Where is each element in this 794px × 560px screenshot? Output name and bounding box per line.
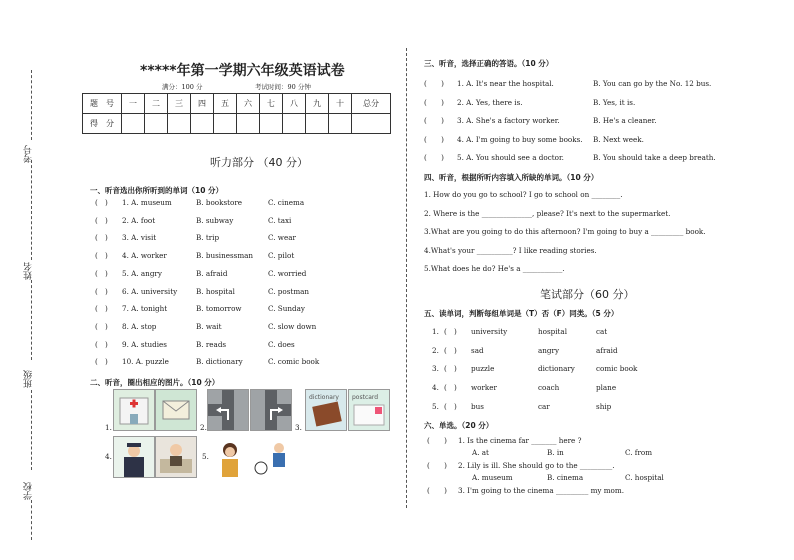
cheering-woman-picture[interactable] [210,438,250,478]
word-b: angry [538,345,560,355]
score-cell[interactable] [352,114,391,134]
score-cell[interactable] [214,114,237,134]
option-c: C. cinema [268,198,305,207]
score-cell[interactable] [122,114,145,134]
option-c: C. taxi [268,215,292,225]
score-header-cell: 二 [145,94,168,114]
answer-bracket[interactable]: ( ) [444,327,457,336]
picture-label-5: 5. [202,452,209,461]
word-a: bus [471,401,484,411]
listening-section-header: 听力部分 （40 分） [210,156,308,169]
option-a: 5. A. angry [122,268,162,278]
answer-bracket[interactable]: ( ) [95,215,108,225]
school-label: 学校 [24,482,34,500]
choice-option: A. museum [472,473,513,482]
word-b: coach [538,383,560,393]
response-b: B. You should take a deep breath. [593,153,716,162]
option-a: 7. A. tonight [122,304,168,314]
section-1-title: 一、听音选出你所听到的单词（10 分） [90,186,224,195]
postcard-word: postcard [352,394,379,401]
binding-line [31,390,32,470]
option-b: B. businessman [196,251,254,261]
section-3-title: 三、听音，选择正确的答语。（10 分） [424,59,554,68]
answer-bracket[interactable]: ( ) [95,268,108,278]
post-office-picture[interactable] [155,389,197,431]
answer-bracket[interactable]: ( ) [95,233,108,243]
response-a: 3. A. She's a factory worker. [457,116,560,125]
word-a: worker [471,383,497,393]
fill-blank-sentence[interactable]: 3.What are you going to do this afternoon? I'm going to buy a _________ book. [424,227,706,236]
choice-option: A. at [472,448,489,457]
word-c: cat [596,327,608,336]
option-a: 9. A. studies [122,339,167,349]
fill-blank-sentence[interactable]: 1. How do you go to school? I go to school on ________. [424,190,623,199]
response-b: B. You can go by the No. 12 bus. [593,79,712,88]
section-2-title: 二、听音，圈出相应的图片。（10 分） [90,378,220,387]
answer-bracket[interactable]: ( ) [427,486,447,495]
score-header-cell: 总分 [352,94,391,114]
score-header-cell: 九 [306,94,329,114]
turn-right-sign-picture[interactable] [250,389,292,431]
binding-line [31,500,32,540]
binding-line [31,160,32,260]
option-c: C. comic book [268,357,320,367]
answer-bracket[interactable]: ( ) [424,134,444,144]
option-c: C. Sunday [268,304,305,314]
word-c: ship [596,401,612,411]
answer-bracket[interactable]: ( ) [427,461,447,470]
answer-bracket[interactable]: ( ) [95,286,108,296]
answer-bracket[interactable]: ( ) [95,304,108,314]
section-6-title: 六、单选。（20 分） [424,421,494,430]
item-number: 3. [432,364,439,374]
picture-label-4: 4. [105,452,112,461]
written-section-header: 笔试部分（60 分） [540,288,635,301]
question-text: 3. I'm going to the cinema _________ my mom. [458,486,624,495]
score-header-cell: 四 [191,94,214,114]
item-number: 5. [432,401,439,411]
score-header-cell: 一 [122,94,145,114]
option-c: C. postman [268,286,310,296]
answer-bracket[interactable]: ( ) [444,364,457,374]
option-c: C. slow down [268,321,317,331]
word-b: hospital [538,327,568,336]
option-b: B. bookstore [196,198,243,207]
answer-bracket[interactable]: ( ) [424,97,444,107]
response-a: 1. A. It's near the hospital. [457,79,554,88]
response-a: 5. A. You should see a doctor. [457,153,564,162]
response-b: B. He's a cleaner. [593,116,657,125]
response-b: B. Yes, it is. [593,97,636,107]
word-a: puzzle [471,364,495,374]
choice-option: C. from [625,448,653,457]
answer-bracket[interactable]: ( ) [95,251,108,261]
score-table [82,93,391,134]
score-header-cell: 三 [168,94,191,114]
score-cell[interactable] [329,114,352,134]
section-4-title: 四、听音，根据所听内容填入所缺的单词。（10 分） [424,173,599,182]
answer-bracket[interactable]: ( ) [95,321,108,331]
score-header-cell: 八 [283,94,306,114]
answer-bracket[interactable]: ( ) [424,116,444,125]
answer-bracket[interactable]: ( ) [424,79,444,88]
answer-bracket[interactable]: ( ) [444,345,457,355]
option-b: B. afraid [196,268,228,278]
word-b: dictionary [538,364,575,374]
option-a: 1. A. museum [122,198,172,207]
score-header-cell: 六 [237,94,260,114]
section-5-title: 五、读单词，判断每组单词是（T）否（F）同类。（5 分） [424,309,619,318]
soccer-player-picture[interactable] [253,438,293,478]
option-c: C. worried [268,268,307,278]
score-cell[interactable] [145,114,168,134]
option-a: 2. A. foot [122,215,156,225]
option-b: B. hospital [196,286,235,296]
choice-option: B. in [547,448,564,457]
score-cell[interactable] [191,114,214,134]
factory-worker-picture[interactable] [155,436,197,478]
exam-title: *****年第一学期六年级英语试卷 [140,63,345,79]
answer-bracket[interactable]: ( ) [427,436,447,445]
score-cell[interactable] [260,114,283,134]
option-a: 4. A. worker [122,251,167,261]
score-cell[interactable] [237,114,260,134]
option-a: 10. A. puzzle [122,357,169,367]
item-number: 2. [432,345,439,355]
exam-time: 考试时间：90 分钟 [255,83,311,91]
score-cell[interactable] [306,114,329,134]
option-b: B. dictionary [196,357,243,367]
fill-blank-sentence[interactable]: 4.What's your __________? I like reading stories. [424,245,597,255]
response-b: B. Next week. [593,134,644,144]
word-c: plane [596,383,617,393]
option-a: 3. A. visit [122,233,157,243]
column-divider [406,48,407,508]
word-c: afraid [596,345,618,355]
option-c: C. does [268,339,295,349]
answer-bracket[interactable]: ( ) [95,198,108,207]
answer-bracket[interactable]: ( ) [444,401,457,411]
option-c: C. pilot [268,251,295,261]
score-header-cell: 十 [329,94,352,114]
binding-line [31,280,32,360]
dictionary-picture[interactable] [305,389,347,431]
question-text: 1. Is the cinema far _______ here ? [458,436,582,445]
word-a: sad [471,345,484,355]
fill-blank-sentence[interactable]: 2. Where is the ______________, please? It's next to the supermarket. [424,208,671,218]
binding-line [31,70,32,140]
score-cell[interactable] [283,114,306,134]
turn-left-sign-picture[interactable] [207,389,249,431]
option-b: B. wait [196,321,222,331]
option-a: 8. A. stop [122,321,157,331]
answer-bracket[interactable]: ( ) [444,383,457,393]
picture-label-1: 1. [105,423,112,432]
option-a: 6. A. university [122,286,178,296]
class-label: 班级 [24,370,34,388]
dictionary-word: dictionary [309,394,339,401]
answer-bracket[interactable]: ( ) [424,153,444,162]
score-header-cell: 七 [260,94,283,114]
score-cell[interactable] [168,114,191,134]
word-c: comic book [596,364,638,374]
option-b: B. reads [196,339,227,349]
choice-option: C. hospital [625,473,664,482]
score-header-cell: 题 号 [83,94,122,114]
word-b: car [538,401,550,411]
fill-blank-sentence[interactable]: 5.What does he do? He's a ___________. [424,264,565,273]
exam-number-label: 考号 [24,145,34,163]
item-number: 1. [432,327,439,336]
question-text: 2. Lily is ill. She should go to the _________. [458,461,615,470]
option-b: B. trip [196,233,220,243]
score-header-cell: 五 [214,94,237,114]
response-a: 4. A. I'm going to buy some books. [457,134,583,144]
option-b: B. subway [196,215,234,225]
postcard-picture[interactable] [348,389,390,431]
student-name-label: 姓名 [24,262,34,280]
picture-label-3: 3. [295,423,302,432]
response-a: 2. A. Yes, there is. [457,97,523,107]
score-row-label: 得 分 [83,114,122,134]
choice-option: B. cinema [547,473,584,482]
option-b: B. tomorrow [196,304,242,314]
answer-bracket[interactable]: ( ) [95,339,108,349]
word-a: university [471,327,508,336]
answer-bracket[interactable]: ( ) [95,357,108,367]
hospital-picture[interactable] [113,389,155,431]
full-marks: 满分：100 分 [162,83,203,91]
police-officer-picture[interactable] [113,436,155,478]
picture-label-2: 2. [200,423,207,432]
item-number: 4. [432,383,439,393]
option-c: C. wear [268,233,296,243]
